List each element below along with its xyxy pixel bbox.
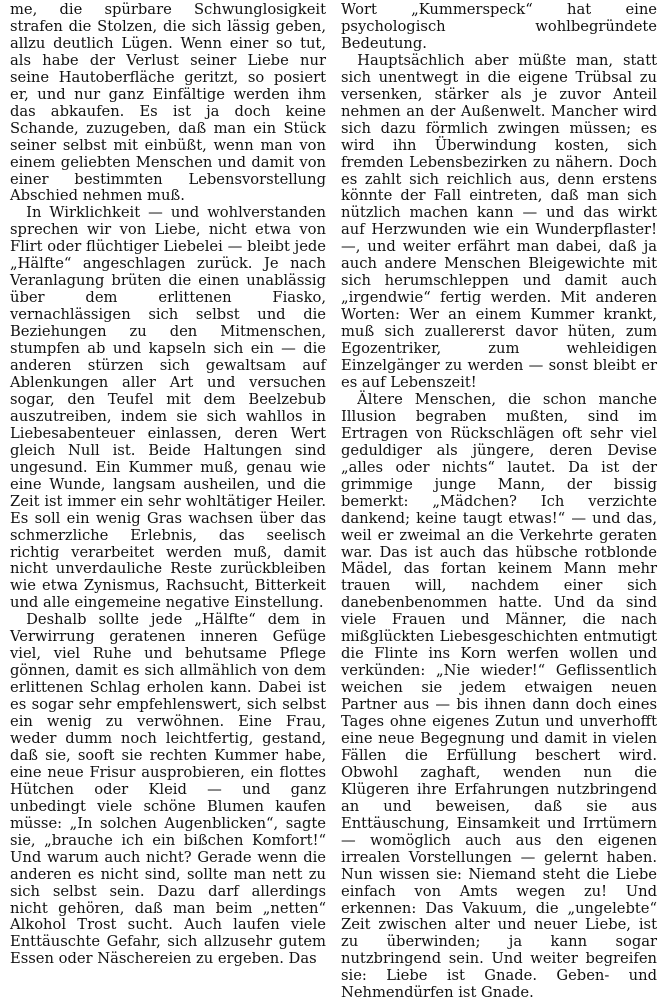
paragraph: Hauptsächlich aber müßte man, statt sich unentwegt in die eigene Trübsal zu versenken, stärker als je zuvor Anteil nehmen an der Außenwelt. Mancher wird sich dazu förmlich zwingen müssen; es wird ihn Überwindung kosten, sich fremden Lebensbezirken zu nähern. Doch es zahlt sich reichlich aus, denn erstens könnte der Fall eintreten, daß man sich nützlich machen kann — und das wirkt auf Herzwunden wie ein Wunderpflaster! —, und weiter erfährt man dabei, daß ja auch andere Menschen Bleigewichte mit sich herumschleppen und damit auch „irgendwie“ fertig werden. Mit anderen Worten: Wer an einem Kummer krankt, muß sich zuallererst davor hüten, zum Egozentriker, zum wehleidigen Einzelgänger zu werden — sonst bleibt er es auf Lebenszeit! [341, 51, 657, 391]
right-column [341, 1, 657, 1002]
paragraph: Deshalb sollte jede „Hälfte“ dem in Verwirrung geratenen inneren Gefüge viel, viel Ruhe und behutsame Pflege gönnen, damit es sich allmählich von dem erlittenen Schlag erholen kann. Dabei ist es sogar sehr empfehlenswert, sich selbst ein wenig zu verwöhnen. Eine Frau, weder dumm noch leichtfertig, gestand, daß sie, sooft sie rechten Kummer habe, eine neue Frisur ausprobieren, ein flottes Hütchen oder Kleid — und ganz unbedingt viele schöne Blumen kaufen müsse: „In solchen Augenblicken“, sagte sie, „brauche ich ein bißchen Komfort!“ Und warum auch nicht? Gerade wenn die anderen es nicht sind, sollte man nett zu sich selbst sein. Dazu darf allerdings nicht gehören, daß man beim „netten“ Alkohol Trost sucht. Auch laufen viele Enttäuschte Gefahr, sich allzusehr gutem Essen oder Näschereien zu ergeben. Das [10, 611, 326, 968]
paragraph: In Wirklichkeit — und wohlverstanden sprechen wir von Liebe, nicht etwa von Flirt oder flüchtiger Liebelei — bleibt jede „Hälfte“ angeschlagen zurück. Je nach Veranlagung brüten die einen unablässig über dem erlittenen Fiasko, vernachlässigen sich selbst und die Beziehungen zu den Mitmenschen, stumpfen ab und kapseln sich ein — die anderen stürzen sich gewaltsam auf Ablenkungen aller Art und versuchen sogar, den Teufel mit dem Beelzebub auszutreiben, indem sie sich wahllos in Liebesabenteuer einlassen, deren Wert gleich Null ist. Beide Haltungen sind ungesund. Ein Kummer muß, genau wie eine Wunde, langsam ausheilen, und die Zeit ist immer ein sehr wohltätiger Heiler. Es soll ein wenig Gras wachsen über das schmerzliche Erlebnis, das seelisch richtig verarbeitet werden muß, damit nicht unverdauliche Reste zurückbleiben wie etwa Zynismus, Rachsucht, Bitterkeit und alle eingemeine negative Einstellung. [10, 204, 326, 612]
paragraph: Ältere Menschen, die schon manche Illusion begraben mußten, sind im Ertragen von Rückschlägen oft sehr viel geduldiger als jüngere, deren Devise „alles oder nichts“ lautet. Da ist der grimmige junge Mann, der bissig bemerkt: „Mädchen? Ich verzichte dankend; keine taugt etwas!“ — und das, weil er zweimal an die Verkehrte geraten war. Das ist auch das hübsche rotblonde Mädel, das fortan keinem Mann mehr trauen will, nachdem einer sich danebenbenommen hatte. Und da sind viele Frauen und Männer, die nach mißglückten Liebesgeschichten entmutigt die Flinte ins Korn werfen wollen und verkünden: „Nie wieder!“ Geflissentlich weichen sie jedem etwaigen neuen Partner aus — bis ihnen dann doch eines Tages ohne eigenes Zutun und unverhofft eine neue Begegnung und damit in vielen Fällen die Erfüllung beschert wird. Obwohl zaghaft, wenden nun die Klügeren ihre Erfahrungen nutzbringend an und beweisen, daß sie aus Enttäuschung, Einsamkeit und Irrtümern — womöglich auch aus den eigenen irrealen Vorstellungen — gelernt haben. Nun wissen sie: Niemand steht die Liebe einfach von Amts wegen zu! Und erkennen: Das Vakuum, die „ungelebte“ Zeit zwischen alter und neuer Liebe, ist zu überwinden; ja kann sogar nutzbringend sein. Und weiter begreifen sie: Liebe ist Gnade. Geben- und Nehmendürfen ist Gnade. [341, 390, 657, 1002]
left-column [10, 1, 326, 968]
paragraph-continued: me, die spürbare Schwunglosigkeit strafen die Stolzen, die sich lässig geben, allzu deutlich Lügen. Wenn einer so tut, als habe der Verlust seiner Liebe nur seine Hautoberfläche geritzt, so posiert er, und nur ganz Einfältige werden ihm das abkaufen. Es ist ja doch keine Schande, zuzugeben, daß man ein Stück seiner selbst mit einbüßt, wenn man von einem geliebten Menschen und damit von einer bestimmten Lebensvorstellung Abschied nehmen muß. [10, 1, 326, 205]
paragraph-continued: Wort „Kummerspeck“ hat eine psychologisch wohlbegründete Bedeutung. [341, 1, 657, 52]
